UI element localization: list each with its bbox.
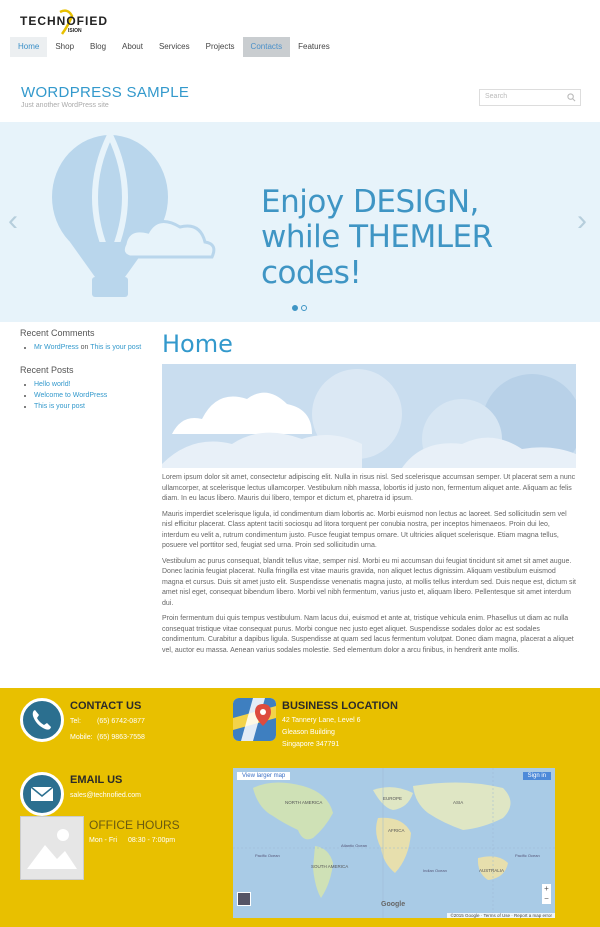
recent-posts-title: Recent Posts [20, 365, 74, 375]
nav-shop[interactable]: Shop [55, 42, 75, 51]
page-title: Home [162, 330, 233, 358]
list-item [34, 390, 160, 401]
content-paragraph: Lorem ipsum dolor sit amet, consectetur adipiscing elit. Nulla in risus nisl. Sed scelerisque accumsan semper. Ut placerat sem a nunc ullamcorper, at scelerisque lectus ullamcorper. Vestibulum nibh massa, lobortis id justo non, fermentum aliquet ante. Aliquam ac felis diam. In eu lacus libero. Mauris dui libero, tempor et dictum et, pharetra id ipsum. [162, 474, 576, 502]
hero-slider [0, 122, 600, 322]
slider-dot[interactable] [292, 305, 298, 311]
zoom-controls[interactable]: + − [542, 884, 551, 904]
search-input[interactable]: Search [485, 93, 508, 100]
nav-blog[interactable]: Blog [90, 42, 107, 51]
balloon-illustration [40, 132, 220, 302]
map-attribution[interactable]: ©2015 Google · Terms of Use · Report a map error [447, 913, 555, 918]
slide-headline-1: Enjoy DESIGN, [261, 184, 479, 220]
map-label: AUSTRALIA [479, 868, 505, 873]
google-maps-icon [233, 698, 276, 741]
recent-comments-title: Recent Comments [20, 328, 95, 338]
satellite-toggle-button[interactable] [237, 892, 251, 906]
tel-label: Tel: [70, 718, 81, 725]
search-box[interactable] [479, 89, 581, 106]
map-label: SOUTH AMERICA [311, 864, 349, 869]
mobile-label: Mobile: [70, 734, 93, 741]
post-link[interactable]: Welcome to WordPress [34, 392, 108, 399]
tel-value: (65) 6742-0877 [97, 718, 145, 725]
address-line-1: 42 Tannery Lane, Level 6 [282, 717, 361, 724]
nav-features[interactable]: Features [298, 42, 330, 51]
view-larger-map-link[interactable]: View larger map [237, 772, 290, 780]
embedded-map[interactable] [233, 768, 555, 918]
slider-dot[interactable] [301, 305, 307, 311]
main-nav [10, 37, 338, 57]
recent-comments-list [20, 342, 160, 353]
main-content [162, 330, 576, 656]
content-paragraph: Mauris imperdiet scelerisque ligula, id condimentum diam lobortis ac. Morbi euismod non lectus ac laoreet. Sed sollicitudin sem vel nisl efficitur placerat. Class aptent taciti sociosqu ad litora torquent per conubia nostra, per inceptos himenaeos. Proin dui leo, interdum eu velit a, rutrum condimentum justo. Fusce feugiat tempus ornare. Ut ultricies aliquet scelerisque. Etiam magna tellus, posuere vel porttitor sed, feugiat sed urna. Proin sed sollicitudin urna. [162, 510, 567, 549]
map-label: Pacific Ocean [515, 853, 540, 858]
comment-on-text: on [80, 344, 89, 351]
map-label: Pacific Ocean [255, 853, 280, 858]
office-hours-title: OFFICE HOURS [89, 818, 180, 832]
map-signin-button[interactable]: Sign in [523, 772, 551, 780]
clouds-illustration [162, 364, 576, 468]
mobile-value: (65) 9863-7558 [97, 734, 145, 741]
logo-text: TECHNOFIED [20, 14, 108, 28]
post-link[interactable]: Hello world! [34, 381, 71, 388]
content-paragraph: Proin fermentum dui quis tempus vestibulum. Nam lacus dui, euismod et ante at, tristique vehicula enim. Phasellus ut diam ac nulla consequat tristique vitae consequat purus. Morbi congue nec justo eget aliquet. Suspendisse sodales dolor ac est sodales condimentum. Curabitur a dapibus ligula. Suspendisse at quam sed lacus fermentum volutpat. Donec diam magna, placerat a aliquet vel, auctor eu massa. Aenean varius sodales molestie. Sed elementum dolor a arcu finibus, in hendrerit ante mollis. [162, 615, 574, 654]
comment-post-link[interactable]: This is your post [90, 344, 142, 351]
world-map [233, 768, 555, 918]
contact-title: CONTACT US [70, 700, 142, 712]
phone-icon [20, 698, 64, 742]
post-link[interactable]: This is your post [34, 403, 85, 410]
site-title[interactable]: WORDPRESS SAMPLE [21, 84, 190, 101]
office-time: 08:30 - 7:00pm [128, 837, 176, 844]
site-logo[interactable] [20, 8, 110, 36]
map-label: Atlantic Ocean [341, 843, 368, 848]
list-item [34, 401, 160, 412]
email-link[interactable]: sales@technofied.com [70, 792, 141, 799]
email-icon [20, 772, 64, 816]
sidebar [20, 328, 160, 412]
email-title: EMAIL US [70, 774, 123, 786]
address-line-2: Gleason Building [282, 729, 335, 736]
nav-about[interactable]: About [122, 42, 143, 51]
comment-author-link[interactable]: Mr WordPress [34, 344, 79, 351]
search-icon[interactable] [567, 93, 576, 102]
office-days: Mon - Fri [89, 837, 117, 844]
content-paragraph: Vestibulum ac purus consequat, blandit tellus vitae, semper nisl. Morbi eu mi accumsan dui feugiat tincidunt sit amet sit amet augue. Donec lacinia feugiat placerat. Nulla fringilla est vitae mauris gravida, non aliquet lectus dignissim. Aliquam vestibulum euismod magna et cursus. Duis sit amet justo elit. Suspendisse venenatis magna justo, at mollis tellus interdum sed. Duis neque est, dictum sit amet nisl eget, consequat bibendum libero. Morbi vel nibh fermentum, varius justo et, aliquam libero. Pellentesque sit amet interdum dui. [162, 557, 576, 607]
nav-services[interactable]: Services [158, 42, 190, 51]
logo-subtext: ISION [68, 28, 82, 34]
list-item [34, 379, 160, 390]
nav-projects[interactable]: Projects [205, 42, 235, 51]
hero-image [162, 364, 576, 468]
nav-home[interactable]: Home [10, 37, 47, 57]
site-subtitle: Just another WordPress site [21, 102, 109, 109]
recent-posts-list [20, 379, 160, 412]
map-label: Indian Ocean [423, 868, 447, 873]
slider-next-arrow[interactable]: › [577, 204, 587, 237]
map-label: EUROPE [383, 796, 403, 801]
list-item [34, 342, 160, 353]
google-logo: Google [381, 901, 406, 908]
map-label: AFRICA [388, 828, 405, 833]
slider-prev-arrow[interactable]: ‹ [8, 204, 18, 237]
slider-dots [292, 305, 307, 311]
nav-contacts[interactable]: Contacts [243, 37, 291, 57]
business-location-title: BUSINESS LOCATION [282, 700, 398, 712]
image-placeholder-icon [20, 816, 84, 880]
address-line-3: Singapore 347791 [282, 741, 340, 748]
slide-headline-2: while THEMLER codes! [261, 219, 493, 291]
map-label: ASIA [453, 800, 464, 805]
map-label: NORTH AMERICA [285, 800, 323, 805]
